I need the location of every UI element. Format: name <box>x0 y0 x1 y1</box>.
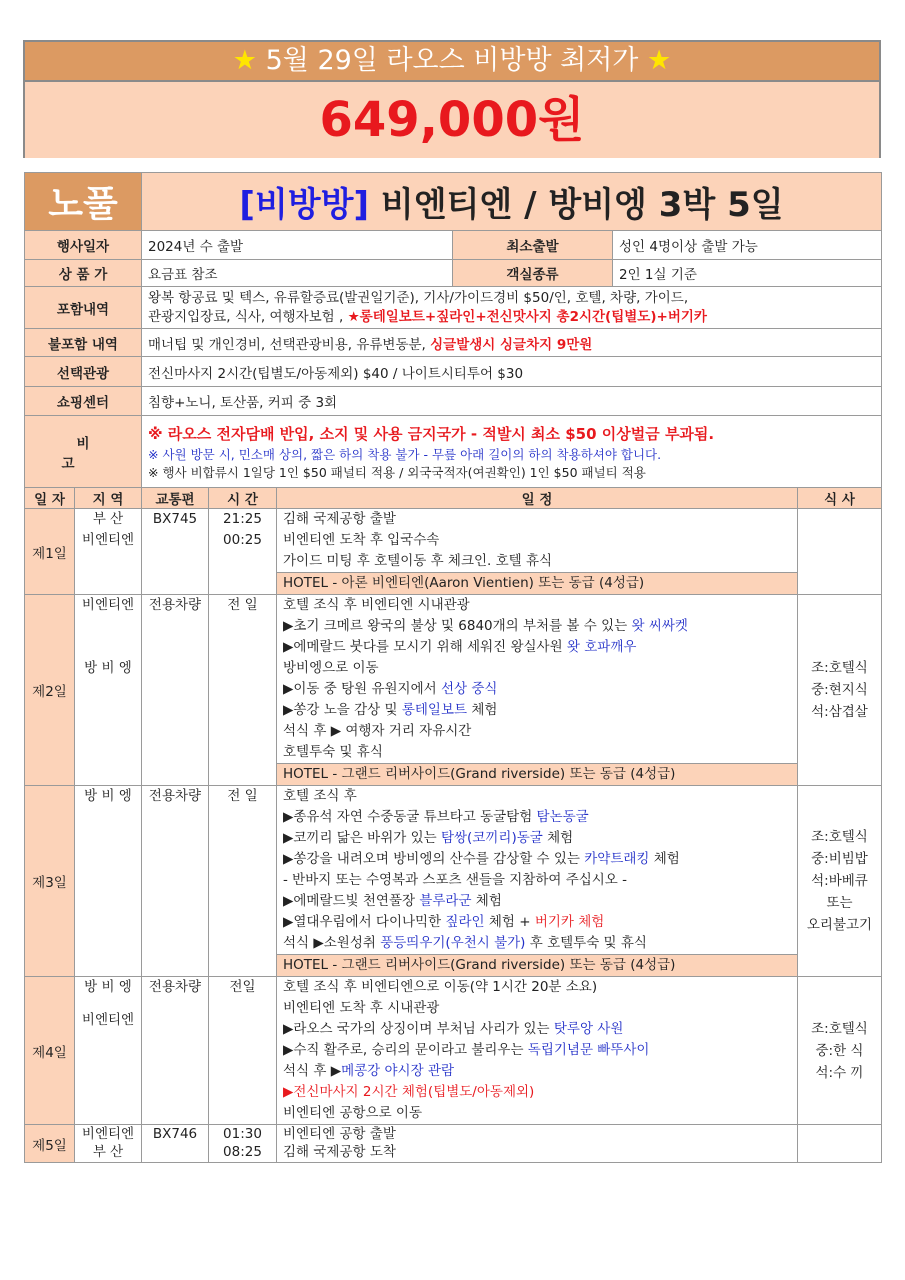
itinerary-day-3 <box>25 786 882 977</box>
promo-price: 649,000원 <box>25 82 879 158</box>
promo-title: 5월 29일 라오스 비방방 최저가 <box>265 45 639 76</box>
day-transport: 전용차량 <box>142 595 209 786</box>
itinerary-day-1 <box>25 509 882 595</box>
optional-tour-label: 선택관광 <box>25 357 142 387</box>
excluded-value: 매너팁 및 개인경비, 선택관광비용, 유류변동분, 싱글발생시 싱글차지 9만원 <box>142 329 882 357</box>
star-icon: ★ <box>232 45 258 76</box>
hotel-info: HOTEL - 그랜드 리버사이드(Grand riverside) 또는 동급 (4성급) <box>277 954 797 976</box>
product-name: 비엔티엔 / 방비엥 3박 5일 <box>380 185 784 225</box>
single-charge: 싱글발생시 싱글차지 9만원 <box>430 336 593 353</box>
day-meal <box>798 509 882 595</box>
optional-tour-value: 전신마사지 2시간(팁별도/아동제외) $40 / 나이트시티투어 $30 <box>142 357 882 387</box>
col-time: 시 간 <box>209 488 277 509</box>
itinerary-header <box>25 488 882 509</box>
day-label: 제4일 <box>25 977 75 1125</box>
hotel-info: HOTEL - 아론 비엔티엔(Aaron Vientien) 또는 동급 (4성급) <box>277 572 797 594</box>
departure-value: 2024년 수 출발 <box>142 231 453 260</box>
day-time: 21:25 00:25 <box>209 509 277 595</box>
day-region: 방 비 엥 비엔티엔 <box>75 977 142 1125</box>
included-line-2: 관광지입장료, 식사, 여행자보험 , ★롱테일보트+짚라인+전신맛사지 총2시간(팁별도)+버기카 <box>148 308 707 325</box>
day-label: 제3일 <box>25 786 75 977</box>
price-value: 요금표 참조 <box>142 260 453 287</box>
included-line-1: 왕복 항공료 및 텍스, 유류할증료(발권일기준), 기사/가이드경비 $50/인, 호텔, 차량, 가이드, <box>148 289 689 306</box>
day-label: 제1일 <box>25 509 75 595</box>
day-transport: BX745 <box>142 509 209 595</box>
min-departure-value: 성인 4명이상 출발 가능 <box>613 231 882 260</box>
excluded-label: 불포함 내역 <box>25 329 142 357</box>
day-label: 제5일 <box>25 1125 75 1163</box>
product-title <box>142 173 882 231</box>
product-table <box>24 172 882 1163</box>
col-day: 일 자 <box>25 488 75 509</box>
day-region: 비엔티엔 방 비 엥 <box>75 595 142 786</box>
day-transport: 전용차량 <box>142 786 209 977</box>
day-time: 전 일 <box>209 595 277 786</box>
day-transport: 전용차량 <box>142 977 209 1125</box>
remark-ecig: ※ 라오스 전자담배 반입, 소지 및 사용 금지국가 - 적발시 최소 $50 이상벌금 부과됨. <box>148 424 715 443</box>
room-value: 2인 1실 기준 <box>613 260 882 287</box>
day-region: 부 산 비엔티엔 <box>75 509 142 595</box>
included-label: 포함내역 <box>25 287 142 329</box>
price-label: 상 품 가 <box>25 260 142 287</box>
product-tag: [비방방] <box>239 185 370 225</box>
day-time: 전 일 <box>209 786 277 977</box>
col-meal: 식 사 <box>798 488 882 509</box>
shopping-label: 쇼핑센터 <box>25 387 142 416</box>
day-schedule: 김해 국제공항 출발 비엔티엔 도착 후 입국수속 가이드 미팅 후 호텔이동 후 체크인. 호텔 휴식 HOTEL - 아론 비엔티엔(Aaron Vientien) 또는 동급 (4성급) <box>277 509 798 595</box>
col-schedule: 일 정 <box>277 488 798 509</box>
remark-dress-code: ※ 사원 방문 시, 민소매 상의, 짧은 하의 착용 불가 - 무릎 아래 길이의 하의 착용하셔야 합니다. <box>148 446 662 462</box>
day-meal <box>798 1125 882 1163</box>
promo-header <box>23 40 881 158</box>
shopping-value: 침향+노니, 토산품, 커피 중 3회 <box>142 387 882 416</box>
day-time: 01:30 08:25 <box>209 1125 277 1163</box>
day-label: 제2일 <box>25 595 75 786</box>
remarks-value <box>142 416 882 488</box>
col-transport: 교통편 <box>142 488 209 509</box>
remark-penalty: ※ 행사 비합류시 1일당 1인 $50 패널티 적용 / 외국국적자(여권확인) 1인 $50 패널티 적용 <box>148 464 646 480</box>
day-meal: 조:호텔식 중:한 식 석:수 끼 <box>798 977 882 1125</box>
day-schedule: 호텔 조식 후 비엔티엔으로 이동(약 1시간 20분 소요) 비엔티엔 도착 후 시내관광 ▶라오스 국가의 상징이며 부처님 사리가 있는 탓루앙 사원 ▶수직 활주로, 승리의 문이라고 불리우는 독립기념문 빠뚜사이 석식 후 ▶메콩강 야시장 관람 ▶전신마사지 2시간 체험(팁별도/아동제외) 비엔티엔 공항으로 이동 <box>277 977 798 1125</box>
day-meal: 조:호텔식 중:비빔밥 석:바베큐 또는 오리불고기 <box>798 786 882 977</box>
star-icon: ★ <box>646 45 672 76</box>
day-transport: BX746 <box>142 1125 209 1163</box>
day-region: 방 비 엥 <box>75 786 142 977</box>
included-highlight: ★롱테일보트+짚라인+전신맛사지 총2시간(팁별도)+버기카 <box>347 308 707 325</box>
hotel-info: HOTEL - 그랜드 리버사이드(Grand riverside) 또는 동급 (4성급) <box>277 763 797 785</box>
col-region: 지 역 <box>75 488 142 509</box>
itinerary-day-5 <box>25 1125 882 1163</box>
day-meal: 조:호텔식 중:현지식 석:삼겹살 <box>798 595 882 786</box>
room-label: 객실종류 <box>453 260 613 287</box>
itinerary-day-4 <box>25 977 882 1125</box>
day-time: 전일 <box>209 977 277 1125</box>
day-schedule: 호텔 조식 후 비엔티엔 시내관광 ▶초기 크메르 왕국의 불상 및 6840개의 부처를 볼 수 있는 왓 씨싸켓 ▶에메랄드 붓다를 모시기 위해 세워진 왕실사원 왓 호파깨우 방비엥으로 이동 ▶이동 중 탕원 유원지에서 선상 중식 ▶쏭강 노을 감상 및 롱테일보트 체험 석식 후 ▶ 여행자 거리 자유시간 호텔투숙 및 휴식 HOTEL - 그랜드 리버사이드(Grand riverside) 또는 동급 (4성급) <box>277 595 798 786</box>
day-schedule: 호텔 조식 후 ▶종유석 자연 수중동굴 튜브타고 동굴탐험 탐논동굴 ▶코끼리 닮은 바위가 있는 탐쌍(코끼리)동굴 체험 ▶쏭강을 내려오며 방비엥의 산수를 감상할 수 있는 카약트래킹 체험 - 반바지 또는 수영복과 스포츠 샌들을 지참하여 주십시오 - ▶에메랄드빛 천연풀장 블루라군 체험 ▶열대우림에서 다이나믹한 짚라인 체험 + 버기카 체험 석식 ▶소원성취 풍등띄우기(우천시 불가) 후 호텔투숙 및 휴식 HOTEL - 그랜드 리버사이드(Grand riverside) 또는 동급 (4성급) <box>277 786 798 977</box>
departure-label: 행사일자 <box>25 231 142 260</box>
included-value <box>142 287 882 329</box>
min-departure-label: 최소출발 <box>453 231 613 260</box>
promo-title-bar <box>25 42 879 82</box>
day-region: 비엔티엔 부 산 <box>75 1125 142 1163</box>
day-schedule: 비엔티엔 공항 출발 김해 국제공항 도착 <box>277 1125 798 1163</box>
remarks-label: 비 고 <box>25 416 142 488</box>
itinerary-day-2 <box>25 595 882 786</box>
brand-logo: 노풀 <box>25 173 142 231</box>
